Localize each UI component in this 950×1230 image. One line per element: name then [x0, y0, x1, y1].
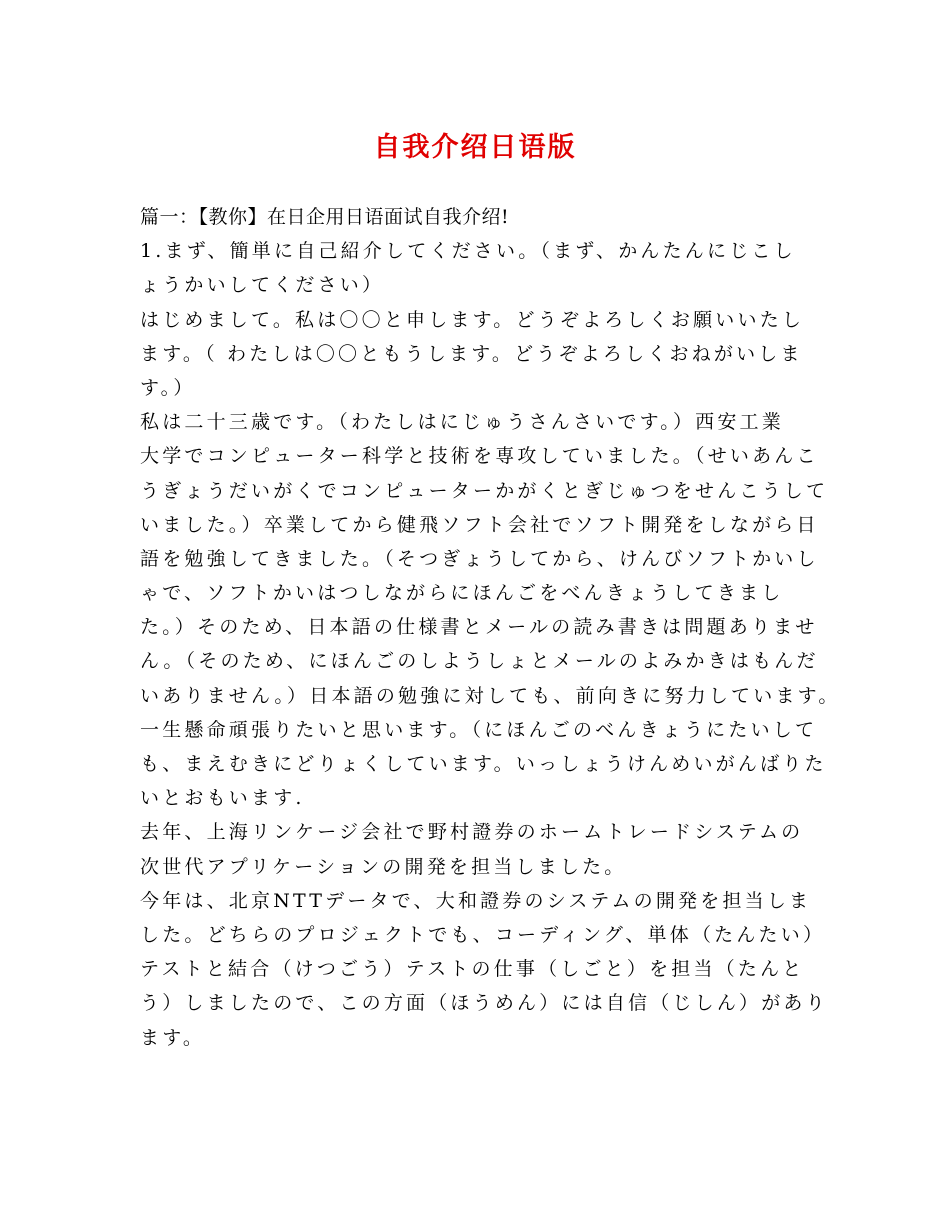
text-line: う）しましたので、この方面（ほうめん）には自信（じしん）があり — [140, 992, 828, 1015]
text-line: 私は二十三歳です。（わたしはにじゅうさんさいです。）西安工業 — [140, 411, 784, 434]
text-line: 去年、上海リンケージ会社で野村證券のホームトレードシステムの — [140, 821, 804, 844]
text-line: ゃで、ソフトかいはつしながらにほんごをべんきょうしてきまし — [140, 582, 784, 605]
text-line: た。）そのため、日本語の仕様書とメールの読み書きは問題ありませ — [140, 616, 818, 639]
text-line: ん。（そのため、にほんごのしようしょとメールのよみかきはもんだ — [140, 650, 819, 673]
text-line: 語を勉強してきました。（そつぎょうしてから、けんびソフトかいし — [140, 547, 819, 570]
text-line: ます。 — [140, 1026, 206, 1049]
text-line: も、まえむきにどりょくしています。いっしょうけんめいがんばりた — [140, 753, 827, 775]
text-line: した。どちらのプロジェクトでも、コーディング、単体（たんたい） — [140, 923, 826, 946]
document-body — [140, 200, 841, 1055]
text-line: うぎょうだいがくでコンピューターかがくとぎじゅつをせんこうして — [140, 479, 829, 502]
text-line: テストと結合（けつごう）テストの仕事（しごと）を担当（たんと — [140, 958, 805, 981]
text-line: ょうかいしてください） — [140, 274, 385, 297]
text-line: 1.まず、簡単に自己紹介してください。（まず、かんたんにじこし — [140, 240, 796, 263]
text-line: はじめまして。私は〇〇と申します。どうぞよろしくお願いいたし — [140, 308, 805, 331]
document-title: 自我介绍日语版 — [373, 132, 577, 163]
text-line: 大学でコンピューター科学と技術を専攻していました。（せいあんこ — [140, 445, 819, 468]
text-line: 一生懸命頑張りたいと思います。（にほんごのべんきょうにたいして — [140, 718, 818, 741]
text-line: す。） — [140, 376, 196, 399]
text-line: いました。）卒業してから健飛ソフト会社でソフト開発をしながら日 — [140, 513, 819, 536]
text-line: 今年は、北京NTTデータで、大和證券のシステムの開発を担当しま — [140, 889, 812, 912]
text-line: いとおもいます. — [140, 787, 305, 810]
text-line: いありません。）日本語の勉強に対しても、前向きに努力しています。 — [140, 684, 841, 707]
section-heading: 篇一：【教你】在日企用日语面试自我介绍! — [140, 206, 510, 228]
text-line: 次世代アプリケーションの開発を担当しました。 — [140, 855, 627, 878]
text-line: ます。（ わたしは〇〇ともうします。どうぞよろしくおねがいしま — [140, 342, 803, 365]
